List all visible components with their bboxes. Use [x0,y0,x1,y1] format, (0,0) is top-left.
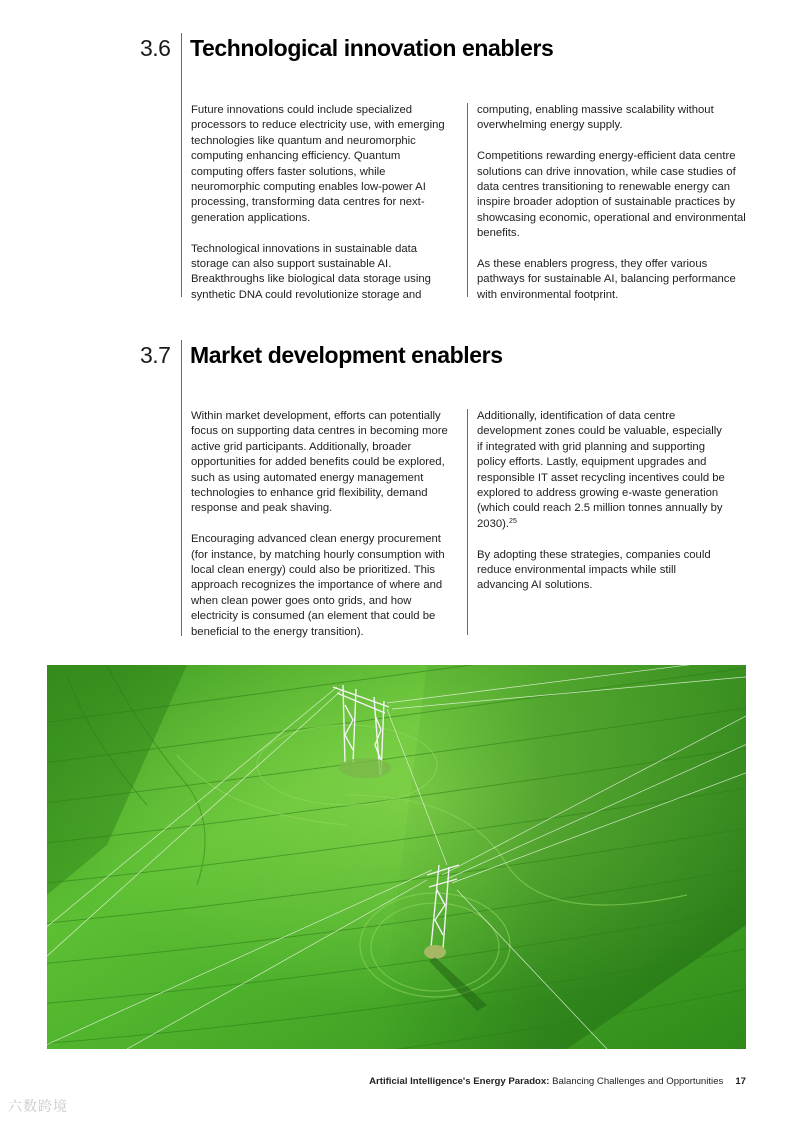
section-divider-line [181,33,182,297]
column-divider-line [467,103,468,297]
paragraph: Within market development, efforts can potentially focus on supporting data centres in becoming more active grid participants. Additionally, broader opportunities for added benefits could be explored, such as using automated energy management technologies to enhance grid flexibility, demand response and peak shaving. [191,410,448,515]
column-divider-line [467,409,468,635]
paragraph: Competitions rewarding energy-efficient data centre solutions can drive innovation, while case studies of data centres transitioning to renewable energy can inspire broader adoption of sustainable practices by showcasing economic, operational and environmental benefits. [477,150,746,240]
paragraph: Encouraging advanced clean energy procurement (for instance, by matching hourly consumption with local clean energy) could also be prioritized. This approach recognizes the importance of where and when clean power goes onto grids, and how electricity is consumed (an element that could be beneficial to the energy transition). [191,533,445,638]
page-number: 17 [735,1076,746,1087]
paragraph [477,409,727,532]
page-footer [369,1076,746,1087]
section-title: Technological innovation enablers [190,35,554,61]
paragraph-text: Additionally, identification of data centre development zones could be valuable, especially if integrated with grid planning and supporting policy efforts. Lastly, equipment upgrades and responsible IT asset recycling incentives could be explored to address growing e-waste generation (which could reach 2.5 million tonnes annually by 2030). [477,410,725,530]
watermark: 六数跨境 [8,1098,68,1114]
report-title: Artificial Intelligence's Energy Paradox: [369,1076,550,1087]
paragraph: Technological innovations in sustainable data storage can also support sustainable AI. Breakthroughs like biological data storage using synthetic DNA could revolutionize storage and [191,242,431,301]
section-3-6-column-1 [191,103,453,303]
field-pylons-photo [47,665,746,1049]
paragraph: Future innovations could include specialized processors to reduce electricity use, with emerging technologies like quantum and neuromorphic computing enhancing efficiency. Quantum computing offers faster solutions, while neuromorphic computing enables low-power AI processing, transforming data centres for next-generation applications. [191,104,445,224]
section-3-6-column-2 [477,103,749,303]
section-3-7-column-2 [477,409,727,594]
section-number: 3.7 [140,342,171,368]
report-subtitle: Balancing Challenges and Opportunities [549,1076,724,1087]
paragraph: By adopting these strategies, companies could reduce environmental impacts while still advancing AI solutions. [477,548,711,592]
paragraph: As these enablers progress, they offer various pathways for sustainable AI, balancing performance with environmental footprint. [477,258,736,301]
section-divider-line [181,340,182,636]
section-3-7-column-1 [191,409,457,640]
paragraph: computing, enabling massive scalability without overwhelming energy supply. [477,104,714,132]
section-title: Market development enablers [190,342,503,368]
footnote-reference: 25 [509,517,517,525]
section-number: 3.6 [140,35,171,61]
